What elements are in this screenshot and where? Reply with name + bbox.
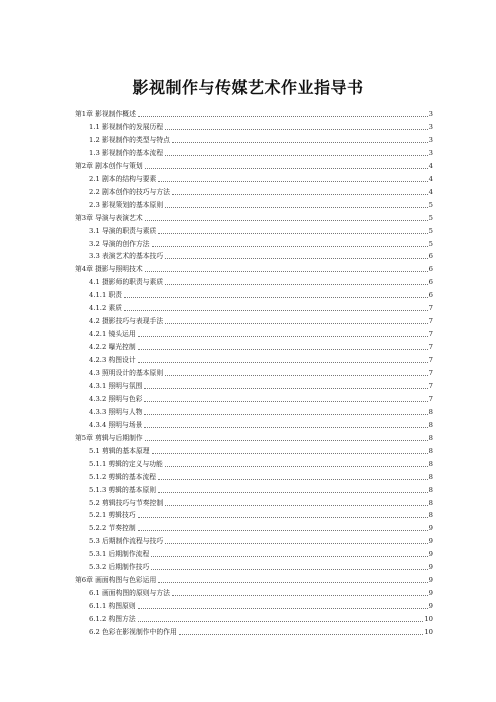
toc-entry[interactable]	[89, 482, 433, 494]
toc-page-number: 7	[428, 356, 433, 365]
toc-page-number: 4	[428, 187, 433, 196]
toc-page-number: 7	[428, 343, 433, 352]
toc-dot-leader	[165, 465, 428, 467]
toc-entry[interactable]	[89, 119, 433, 131]
toc-dot-leader	[158, 232, 427, 234]
toc-entry[interactable]	[89, 339, 433, 351]
toc-dot-leader	[138, 620, 424, 622]
toc-page-number: 3	[428, 135, 433, 144]
toc-dot-leader	[165, 206, 428, 208]
toc-page-number: 8	[428, 472, 433, 481]
toc-entry[interactable]	[75, 106, 433, 118]
toc-page-number: 8	[428, 498, 433, 507]
toc-page-number: 6	[428, 265, 433, 274]
toc-entry-label: 6.2 色彩在影视制作中的作用	[89, 628, 177, 636]
toc-dot-leader	[145, 219, 428, 221]
toc-dot-leader	[158, 180, 427, 182]
toc-entry-label: 3.1 导演的职责与素质	[89, 226, 157, 235]
toc-dot-leader	[152, 245, 428, 247]
toc-dot-leader	[145, 439, 428, 441]
toc-page-number: 3	[428, 122, 433, 131]
toc-entry-label: 5.2 剪辑技巧与节奏控制	[89, 498, 164, 507]
toc-entry-label: 4.2 摄影技巧与表现手法	[89, 317, 164, 326]
toc-dot-leader	[165, 257, 428, 259]
toc-dot-leader	[165, 154, 428, 156]
toc-page-number: 10	[424, 628, 433, 636]
toc-entry[interactable]	[89, 495, 433, 507]
toc-dot-leader	[138, 361, 428, 363]
toc-entry[interactable]	[89, 507, 433, 519]
toc-entry[interactable]	[89, 598, 433, 610]
toc-entry-label: 第1章 影视制作概述	[75, 110, 136, 118]
toc-entry[interactable]	[89, 520, 433, 532]
toc-entry-label: 4.2.3 构图设计	[89, 356, 136, 365]
toc-page-number: 4	[428, 161, 433, 170]
toc-entry-label: 6.1.2 构图方法	[89, 615, 136, 624]
toc-dot-leader	[145, 270, 428, 272]
toc-entry[interactable]	[89, 391, 433, 403]
toc-entry[interactable]	[89, 611, 433, 623]
toc-dot-leader	[158, 581, 427, 583]
toc-dot-leader	[165, 283, 428, 285]
toc-page-number: 8	[428, 511, 433, 520]
toc-dot-leader	[138, 335, 428, 337]
toc-entry-label: 5.2.1 剪辑技巧	[89, 511, 136, 520]
toc-entry[interactable]	[89, 287, 433, 299]
toc-entry-label: 5.2.2 节奏控制	[89, 524, 136, 533]
toc-dot-leader	[165, 504, 428, 506]
toc-page-number: 9	[428, 563, 433, 572]
toc-entry[interactable]	[89, 274, 433, 286]
toc-entry[interactable]	[89, 313, 433, 325]
toc-page-number: 5	[428, 200, 433, 209]
toc-entry[interactable]	[89, 236, 433, 248]
toc-entry[interactable]	[75, 261, 433, 273]
toc-entry[interactable]	[89, 145, 433, 157]
toc-dot-leader	[124, 296, 428, 298]
toc-entry-label: 4.1.2 素质	[89, 304, 123, 313]
toc-page-number: 5	[428, 239, 433, 248]
toc-entry-label: 2.1 剧本的结构与要素	[89, 174, 157, 183]
toc-dot-leader	[138, 607, 428, 609]
toc-entry[interactable]	[89, 417, 433, 429]
toc-entry-label: 5.1.2 剪辑的基本流程	[89, 472, 157, 481]
toc-dot-leader	[172, 594, 428, 596]
toc-entry-label: 3.3 表演艺术的基本技巧	[89, 252, 164, 261]
toc-entry[interactable]	[89, 456, 433, 468]
toc-dot-leader	[124, 309, 428, 311]
toc-page-number: 8	[428, 446, 433, 455]
toc-entry-label: 3.2 导演的创作方法	[89, 239, 150, 248]
toc-entry-label: 4.3.1 照明与氛围	[89, 381, 143, 390]
toc-page-number: 9	[428, 550, 433, 559]
toc-dot-leader	[144, 413, 427, 415]
toc-page-number: 7	[428, 330, 433, 339]
toc-entry-label: 6.1.1 构图原则	[89, 602, 136, 611]
toc-dot-leader	[165, 128, 428, 130]
toc-dot-leader	[151, 555, 427, 557]
toc-dot-leader	[172, 141, 428, 143]
toc-page-number: 7	[428, 394, 433, 403]
toc-page-number: 9	[428, 589, 433, 598]
toc-entry[interactable]	[89, 300, 433, 312]
toc-entry[interactable]	[89, 248, 433, 260]
toc-entry[interactable]	[89, 624, 433, 636]
toc-entry-label: 2.2 剧本创作的技巧与方法	[89, 187, 170, 196]
toc-page-number: 7	[428, 304, 433, 313]
toc-entry-label: 1.2 影视制作的类型与特点	[89, 135, 170, 144]
toc-page-number: 4	[428, 174, 433, 183]
toc-entry-label: 4.3.2 照明与色彩	[89, 394, 143, 403]
toc-entry[interactable]	[89, 443, 433, 455]
toc-entry-label: 4.3.4 照明与场景	[89, 420, 143, 429]
toc-entry-label: 第4章 摄影与照明技术	[75, 265, 143, 274]
toc-page-number: 9	[428, 576, 433, 585]
toc-page-number: 8	[428, 420, 433, 429]
toc-entry-label: 第5章 剪辑与后期制作	[75, 433, 143, 442]
toc-entry-label: 5.3 后期制作流程与技巧	[89, 537, 164, 546]
toc-dot-leader	[138, 115, 428, 117]
toc-dot-leader	[151, 568, 427, 570]
toc-entry-label: 第6章 画面构图与色彩运用	[75, 576, 157, 585]
toc-entry-label: 第2章 剧本创作与策划	[75, 161, 143, 170]
toc-entry[interactable]	[89, 469, 433, 481]
toc-page-number: 3	[428, 110, 433, 118]
toc-entry[interactable]	[75, 430, 433, 442]
toc-entry[interactable]	[89, 223, 433, 235]
toc-page-number: 7	[428, 317, 433, 326]
toc-dot-leader	[165, 322, 428, 324]
toc-entry[interactable]	[89, 197, 433, 209]
toc-page-number: 8	[428, 485, 433, 494]
toc-entry-label: 2.3 影视策划的基本原则	[89, 200, 164, 209]
toc-page-number: 3	[428, 148, 433, 157]
toc-entry[interactable]	[89, 404, 433, 416]
toc-page-number: 8	[428, 407, 433, 416]
toc-dot-leader	[145, 167, 428, 169]
toc-entry-label: 4.1.1 职责	[89, 291, 123, 300]
toc-entry[interactable]	[89, 184, 433, 196]
toc-dot-leader	[158, 491, 428, 493]
toc-entry-label: 第3章 导演与表演艺术	[75, 213, 143, 222]
toc-page-number: 6	[428, 291, 433, 300]
toc-dot-leader	[144, 387, 427, 389]
toc-entry-label: 4.3 照明设计的基本原则	[89, 369, 164, 377]
toc-dot-leader	[144, 426, 427, 428]
toc-entry[interactable]	[89, 132, 433, 144]
toc-page-number: 5	[428, 213, 433, 222]
toc-entry-label: 5.3.2 后期制作技巧	[89, 563, 150, 572]
toc-entry[interactable]	[89, 326, 433, 338]
toc-entry[interactable]	[89, 533, 433, 545]
toc-page-number: 5	[428, 226, 433, 235]
toc-page-number: 9	[428, 537, 433, 546]
toc-dot-leader	[144, 400, 427, 402]
toc-entry-label: 4.3.3 照明与人物	[89, 407, 143, 416]
toc-dot-leader	[138, 348, 428, 350]
toc-dot-leader	[152, 452, 428, 454]
toc-dot-leader	[138, 516, 428, 518]
document-title: 影视制作与传媒艺术作业指导书	[132, 78, 364, 97]
toc-entry-label: 5.3.1 后期制作流程	[89, 550, 150, 559]
toc-page-number: 8	[428, 459, 433, 468]
toc-page-number: 6	[428, 252, 433, 261]
toc-entry[interactable]	[89, 365, 433, 377]
toc-dot-leader	[172, 193, 428, 195]
toc-entry-label: 5.1 剪辑的基本原理	[89, 446, 150, 455]
toc-page-number: 7	[428, 369, 433, 377]
toc-entry[interactable]	[75, 572, 433, 584]
toc-entry[interactable]	[89, 546, 433, 558]
toc-page-number: 9	[428, 524, 433, 533]
toc-entry[interactable]	[89, 171, 433, 183]
toc-entry[interactable]	[89, 352, 433, 364]
toc-entry[interactable]	[89, 559, 433, 571]
toc-entry-label: 4.2.1 镜头运用	[89, 330, 136, 339]
toc-entry[interactable]	[89, 585, 433, 597]
toc-entry-label: 1.3 影视制作的基本流程	[89, 148, 164, 157]
toc-dot-leader	[138, 529, 428, 531]
toc-dot-leader	[179, 633, 424, 635]
toc-entry-label: 4.1 摄影师的职责与素质	[89, 278, 164, 287]
toc-page-number: 8	[428, 433, 433, 442]
toc-entry-label: 6.1 画面构图的原则与方法	[89, 589, 170, 598]
toc-dot-leader	[165, 374, 428, 376]
toc-page-number: 9	[428, 602, 433, 611]
toc-page-number: 6	[428, 278, 433, 287]
toc-page-number: 10	[424, 615, 433, 624]
toc-entry-label: 1.1 影视制作的发展历程	[89, 122, 164, 131]
toc-page-number: 7	[428, 381, 433, 390]
toc-dot-leader	[165, 542, 428, 544]
toc-entry[interactable]	[75, 158, 433, 170]
toc-entry[interactable]	[89, 378, 433, 390]
toc-entry-label: 5.1.3 剪辑的基本原则	[89, 485, 157, 494]
toc-entry-label: 5.1.1 剪辑的定义与功能	[89, 459, 163, 468]
toc-entry[interactable]	[75, 210, 433, 222]
toc-entry-label: 4.2.2 曝光控制	[89, 343, 136, 352]
toc-dot-leader	[158, 478, 428, 480]
